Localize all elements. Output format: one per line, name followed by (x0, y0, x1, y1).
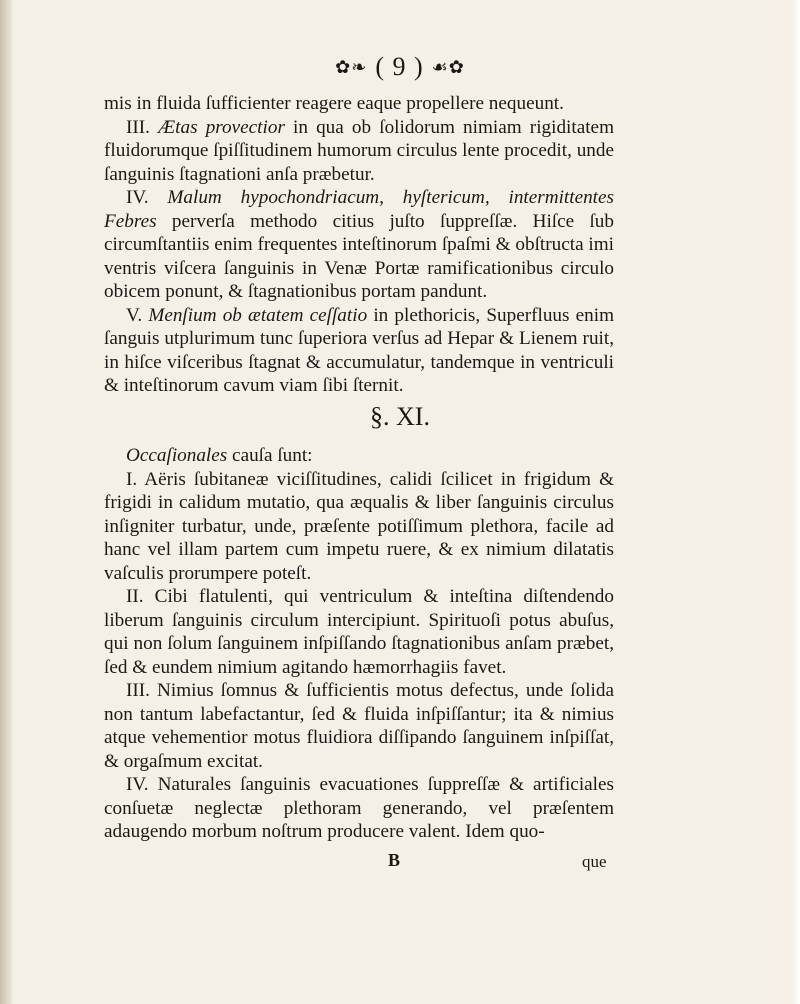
paragraph-number: IV. (126, 187, 149, 208)
paragraph-ii: II. Cibi flatulenti, qui ventriculum & inteſtina diſtendendo liberum ſanguinis circulum intercipiunt. Spirituoſi potus abuſus, qui non ſolum ſanguinem inſpiſſando ſtagnationibus anſam præbet, ſed & eundem nimium agitando hæmorrhagiis favet. (104, 586, 614, 678)
paragraph-text: in plethoricis, Superfluus enim ſanguis utplurimum tunc ſuperiora verſus ad Hepar & Lienem ruit, in hiſce viſceribus ſtagnat & accumulatur, tandemque in ventriculi & inteſtinorum cavum viam ſibi ſternit. (104, 304, 614, 396)
intro-line (104, 444, 614, 468)
paragraph-v (104, 304, 614, 398)
paragraph-heading: Menſium ob ætatem ceſſatio (148, 304, 368, 326)
paragraph-text: in qua ob ſolidorum nimiam rigiditatem fluidorumque ſpiſſitudinem humorum circulus lente procedit, unde ſanguinis ſtagnationi anſa præbetur. (104, 116, 614, 185)
page-number: ( 9 ) (375, 52, 424, 81)
paragraph-number: III. (126, 116, 150, 138)
paragraph-number: V. (126, 304, 143, 326)
catchword: que (582, 852, 607, 871)
paragraph-iv-b: IV. Naturales ſanguinis evacuationes ſuppreſſæ & artificiales conſuetæ neglectæ plethoram generando, vel præſentem adaugendo morbum noſtrum producere valent. Idem quo- (104, 774, 614, 842)
paragraph-iii (104, 116, 614, 187)
text-block-top (104, 92, 614, 398)
ornament-right-icon: ☙✿ (431, 56, 465, 77)
paragraph-heading: Ætas provectior (158, 116, 285, 138)
running-header (0, 50, 800, 84)
intro-italic: Occaſionales (126, 445, 228, 466)
signature-mark: B (388, 850, 401, 870)
intro-text: cauſa ſunt: (227, 445, 313, 466)
paragraph-text: perverſa methodo citius juſto ſuppreſſæ. Hiſce ſub circumſtantiis enim frequentes inteſtinorum ſpaſmi & obſtructa imi ventris viſcera ſanguinis in Venæ Portæ ramificationibus circulo obicem ponunt, & ſtagnationibus portam pandunt. (104, 210, 614, 302)
paragraph-iii-b: III. Nimius ſomnus & ſufficientis motus defectus, unde ſolida non tantum labefactantur, ſed & fluida inſpiſſantur; ita & nimius atque vehementior motus fluidiora diſſipando ſanguinem inſpiſſat, & orgaſmum excitat. (104, 680, 614, 772)
continued-line: mis in fluida ſufficienter reagere eaque propellere nequeunt. (104, 93, 564, 114)
text-block-bottom (104, 444, 614, 844)
ornament-left-icon: ✿❧ (335, 56, 368, 77)
paragraph-i: I. Aëris ſubitaneæ viciſſitudines, calidi ſcilicet in frigidum & frigidi in calidum mutatio, qua æqualis & liber ſanguinis circulus inſigniter turbatur, unde, præſente potiſſimum plethora, facile ad hanc vel illam partem cum impetu ruere, & ex nimium dilatatis vaſculis prorumpere poteſt. (104, 468, 614, 584)
section-title: §. XI. (370, 402, 430, 431)
page-edge (792, 0, 800, 1004)
page-gutter (0, 0, 12, 1004)
paragraph-heading: Malum hypochondriacum, hyſtericum, intermittentes Febres (104, 187, 614, 232)
paragraph-iv (104, 186, 614, 304)
